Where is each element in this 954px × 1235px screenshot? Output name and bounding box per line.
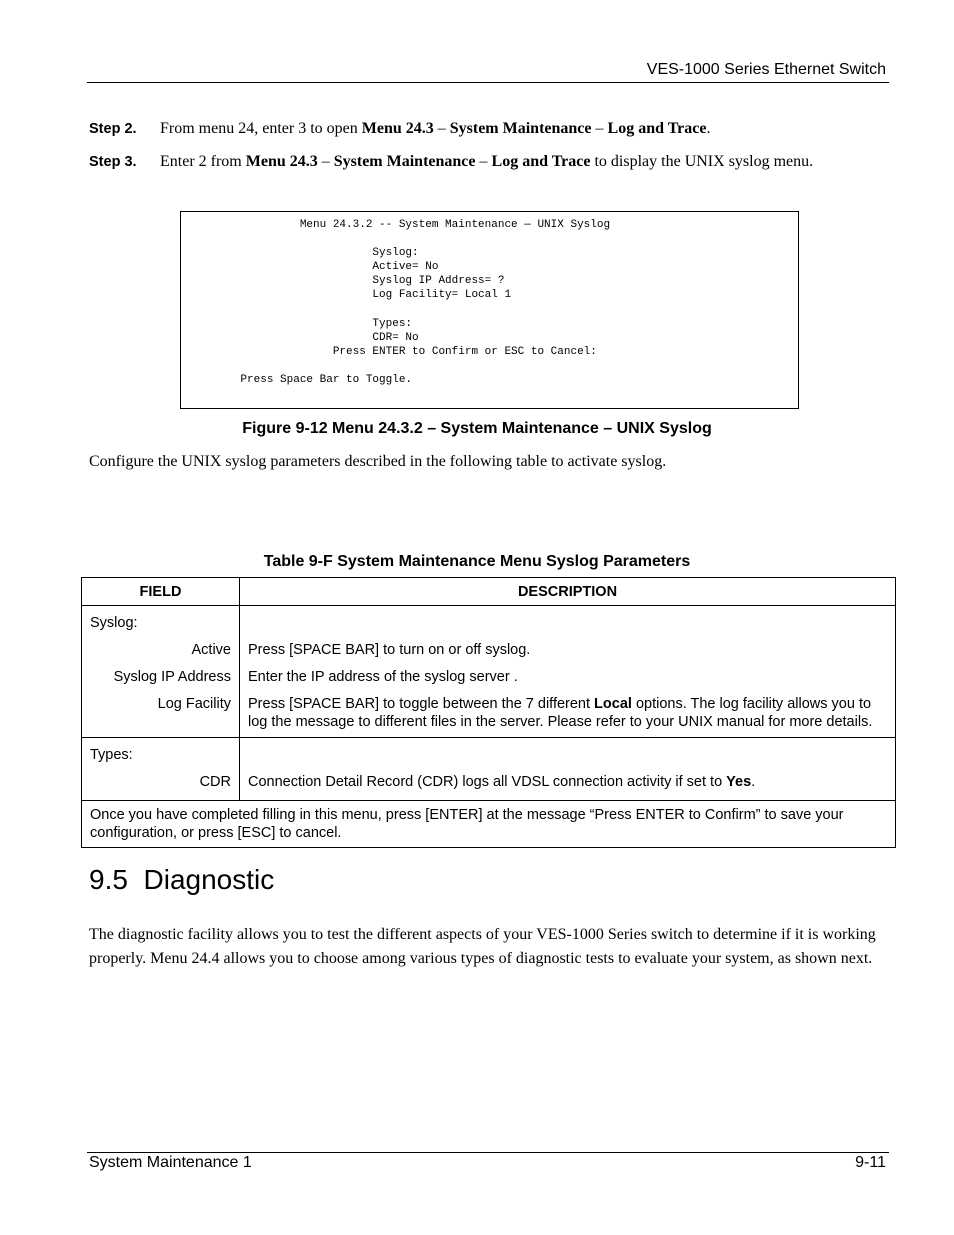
menu-screen-text: Menu 24.3.2 -- System Maintenance — UNIX Syslog Syslog: Active= No Syslog IP Address= ? Log Facility= Local 1 Types: CDR= No Press ENTER to Confirm or ESC to Cancel: Press Space Bar to Toggle. <box>240 219 611 387</box>
table-row <box>82 801 896 848</box>
section-title: Diagnostic <box>143 864 275 895</box>
description-cell <box>240 606 896 738</box>
footer-chapter-title: System Maintenance 1 <box>89 1154 252 1171</box>
field-cdr: CDR <box>199 774 231 790</box>
step-label: Step 2. <box>89 121 137 137</box>
column-header-description: DESCRIPTION <box>240 578 896 606</box>
syslog-parameters-table <box>81 577 896 848</box>
step-2: Step 2. From menu 24, enter 3 to open Menu 24.3 – System Maintenance – Log and Trace. <box>89 120 711 137</box>
footer-rule <box>87 1152 889 1153</box>
figure-caption: Figure 9-12 Menu 24.3.2 – System Maintenance – UNIX Syslog <box>242 420 712 437</box>
desc-cdr: Connection Detail Record (CDR) logs all VDSL connection activity if set to Yes. <box>248 774 756 790</box>
group-label-syslog: Syslog: <box>90 615 138 631</box>
section-number: 9.5 <box>89 864 128 895</box>
desc-log-facility: Press [SPACE BAR] to toggle between the 7 different Local options. The log facility allows you to log the message to different files in the server. Please refer to your UNIX manual for more details. <box>248 696 873 730</box>
section-body-paragraph: The diagnostic facility allows you to test the different aspects of your VES-1000 Series switch to determine if it is working properly. Menu 24.4 allows you to choose among various types of diagnostic tests to evaluate your system, as shown next. <box>89 926 876 967</box>
desc-syslog-ip-address: Enter the IP address of the syslog server . <box>248 669 518 685</box>
column-header-field: FIELD <box>82 578 240 606</box>
table-row <box>82 738 896 801</box>
table-header-row <box>82 578 896 606</box>
desc-active: Press [SPACE BAR] to turn on or off syslog. <box>248 642 531 658</box>
table-caption: Table 9-F System Maintenance Menu Syslog Parameters <box>263 553 691 570</box>
footer-page-number: 9-11 <box>855 1154 886 1171</box>
menu-screen-figure <box>180 211 799 409</box>
intro-paragraph: Configure the UNIX syslog parameters described in the following table to activate syslog. <box>89 453 667 470</box>
field-cell <box>82 738 240 801</box>
table-row <box>82 606 896 738</box>
header-rule <box>87 82 889 83</box>
step-3: Step 3. Enter 2 from Menu 24.3 – System Maintenance – Log and Trace to display the UNIX syslog menu. <box>89 153 814 170</box>
running-header-title: VES-1000 Series Ethernet Switch <box>646 61 886 78</box>
field-active: Active <box>191 642 231 658</box>
field-syslog-ip-address: Syslog IP Address <box>113 669 231 685</box>
field-cell <box>82 606 240 738</box>
description-cell <box>240 738 896 801</box>
step-label: Step 3. <box>89 154 137 170</box>
table-footer-note: Once you have completed filling in this menu, press [ENTER] at the message “Press ENTER to Confirm” to save your configuration, or press [ESC] to cancel. <box>82 801 896 848</box>
section-heading <box>89 864 274 896</box>
group-label-types: Types: <box>90 747 133 763</box>
field-log-facility: Log Facility <box>157 696 231 712</box>
